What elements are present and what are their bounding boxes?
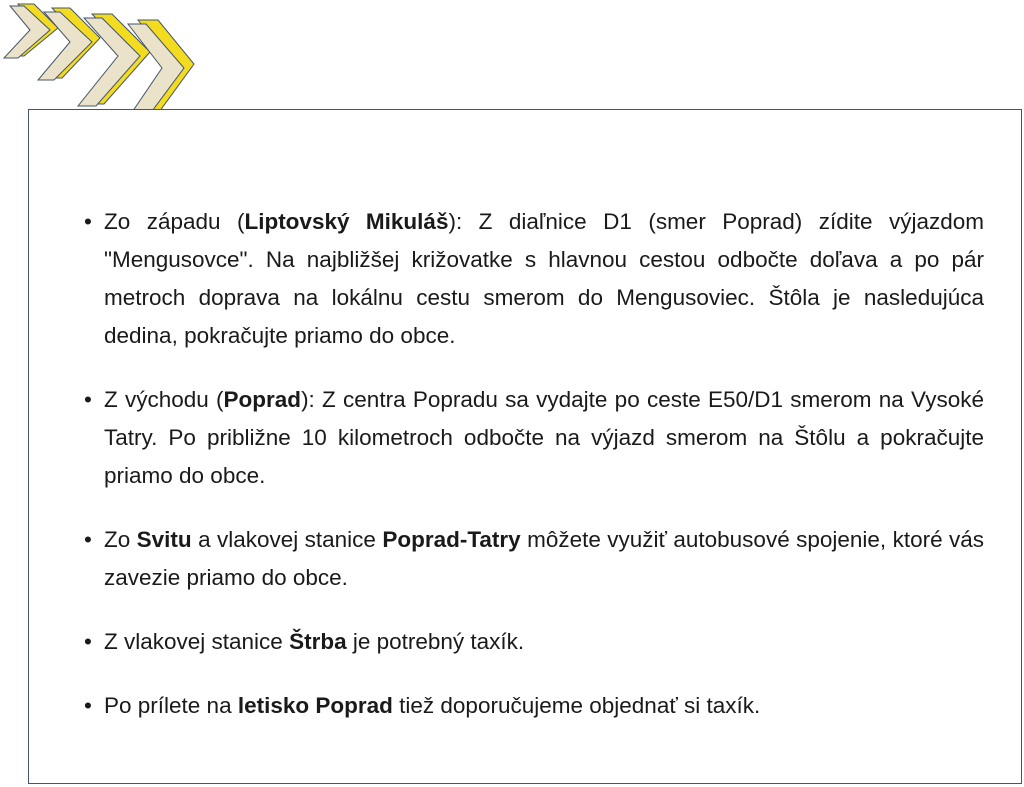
bold-text: letisko Poprad [237,693,393,718]
text-segment: môžete využiť autobusové spojenie, ktoré vás zavezie priamo do obce. [104,527,984,590]
text-segment: a vlakovej stanice [191,527,383,552]
list-item [84,687,984,725]
bold-text: Liptovský Mikuláš [244,209,449,234]
bold-text: Svitu [136,527,192,552]
list-item [84,521,984,597]
text-segment: Z vlakovej stanice [104,629,290,654]
list-item [84,203,984,355]
text-segment: Zo [104,527,137,552]
bold-text: Poprad [223,387,302,412]
text-segment: ): Z centra Popradu sa vydajte po ceste E50/D1 smerom na Vysoké Tatry. Po približne 10 kilometroch odbočte na výjazd smerom na Štôlu a pokračujte priamo do obce. [104,387,984,488]
directions-list [84,203,984,751]
list-item [84,623,984,661]
text-segment: tiež doporučujeme objednať si taxík. [392,693,761,718]
text-segment: Po prílete na [104,693,238,718]
text-segment: ): Z diaľnice D1 (smer Poprad) zídite výjazdom "Mengusovce". Na najbližšej križovatke s hlavnou cestou odbočte doľava a po pár metroch doprava na lokálnu cestu smerom do Mengusoviec. Štôla je nasledujúca dedina, pokračujte priamo do obce. [104,209,984,348]
bold-text: Poprad-Tatry [382,527,521,552]
content-frame [28,109,1022,784]
text-segment: Zo západu ( [104,209,245,234]
bold-text: Štrba [289,629,347,654]
text-segment: je potrebný taxík. [346,629,525,654]
text-segment: Z východu ( [104,387,224,412]
list-item [84,381,984,495]
